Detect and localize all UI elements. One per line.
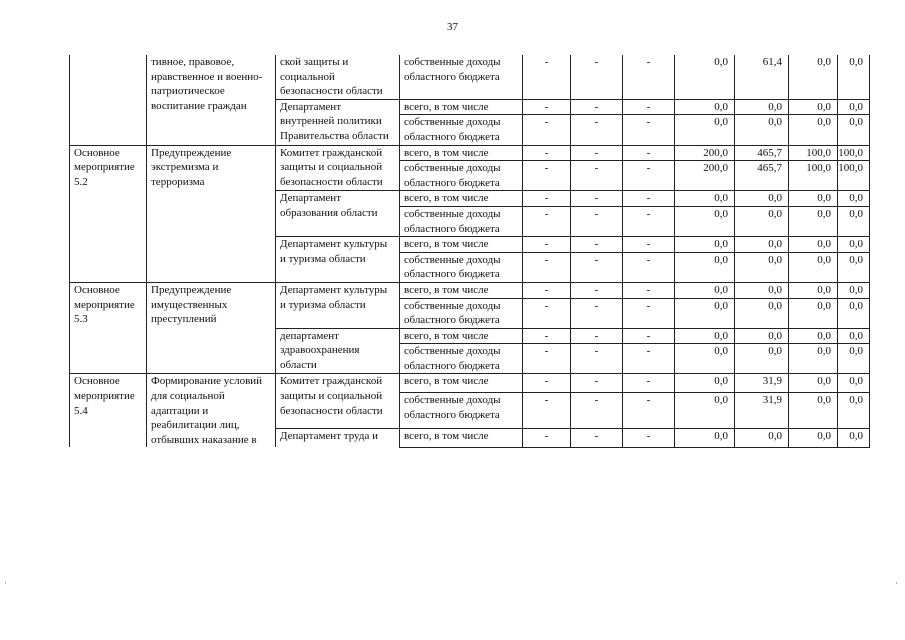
amount-cell: - <box>523 206 571 236</box>
amount-cell: - <box>623 99 675 115</box>
funding-source-cell: всего, в том числе <box>400 374 523 393</box>
amount-cell: - <box>623 252 675 282</box>
amount-cell: 31,9 <box>735 374 789 393</box>
amount-cell: - <box>523 429 571 448</box>
measure-name-cell: Предупреждение имущественных преступлений <box>147 282 276 374</box>
amount-cell: 0,0 <box>838 374 870 393</box>
funding-source-cell: собственные доходы областного бюджета <box>400 252 523 282</box>
amount-cell: - <box>523 282 571 298</box>
table-row <box>70 55 870 99</box>
budget-table <box>69 55 870 448</box>
page-number: 37 <box>447 21 458 33</box>
amount-cell: 100,0 <box>789 145 838 161</box>
amount-cell: - <box>623 374 675 393</box>
amount-cell: 0,0 <box>675 206 735 236</box>
amount-cell: - <box>571 429 623 448</box>
amount-cell: 0,0 <box>838 298 870 328</box>
amount-cell: - <box>523 191 571 207</box>
amount-cell: 0,0 <box>838 328 870 344</box>
amount-cell: 0,0 <box>838 344 870 374</box>
amount-cell: 0,0 <box>735 344 789 374</box>
amount-cell: - <box>623 328 675 344</box>
amount-cell: 200,0 <box>675 145 735 161</box>
amount-cell: - <box>623 55 675 99</box>
amount-cell: 100,0 <box>838 161 870 191</box>
amount-cell: - <box>523 344 571 374</box>
amount-cell: 0,0 <box>789 206 838 236</box>
amount-cell: 0,0 <box>838 55 870 99</box>
amount-cell: - <box>571 206 623 236</box>
amount-cell: - <box>571 99 623 115</box>
amount-cell: - <box>571 344 623 374</box>
amount-cell: - <box>571 282 623 298</box>
amount-cell: 0,0 <box>838 282 870 298</box>
department-cell: Департамент труда и <box>276 429 400 448</box>
funding-source-cell: собственные доходы областного бюджета <box>400 344 523 374</box>
amount-cell: - <box>571 298 623 328</box>
amount-cell: 0,0 <box>675 374 735 393</box>
amount-cell: 0,0 <box>838 429 870 448</box>
measure-cell: Основное мероприятие 5.4 <box>70 374 147 447</box>
amount-cell: 0,0 <box>789 115 838 145</box>
amount-cell: - <box>523 252 571 282</box>
amount-cell: - <box>623 282 675 298</box>
scan-mark-left: · <box>4 578 7 588</box>
amount-cell: 0,0 <box>675 191 735 207</box>
amount-cell: 0,0 <box>675 252 735 282</box>
amount-cell: 200,0 <box>675 161 735 191</box>
amount-cell: 465,7 <box>735 145 789 161</box>
amount-cell: 0,0 <box>838 206 870 236</box>
amount-cell: 0,0 <box>789 55 838 99</box>
amount-cell: 0,0 <box>675 298 735 328</box>
amount-cell: 0,0 <box>675 55 735 99</box>
amount-cell: 100,0 <box>838 145 870 161</box>
department-cell: Департамент культуры и туризма области <box>276 237 400 283</box>
amount-cell: - <box>623 206 675 236</box>
amount-cell: 0,0 <box>675 282 735 298</box>
amount-cell: 0,0 <box>675 115 735 145</box>
department-cell: Комитет гражданской защиты и социальной безопасности области <box>276 145 400 191</box>
measure-name-cell: Предупреждение экстремизма и терроризма <box>147 145 276 282</box>
amount-cell: 31,9 <box>735 393 789 429</box>
amount-cell: - <box>523 145 571 161</box>
amount-cell: - <box>523 55 571 99</box>
amount-cell: 0,0 <box>789 374 838 393</box>
department-cell: Департамент образования области <box>276 191 400 237</box>
amount-cell: - <box>623 298 675 328</box>
amount-cell: 0,0 <box>789 429 838 448</box>
amount-cell: 0,0 <box>838 191 870 207</box>
amount-cell: 0,0 <box>789 393 838 429</box>
amount-cell: 0,0 <box>789 298 838 328</box>
amount-cell: 0,0 <box>675 429 735 448</box>
measure-name-cell: тивное, правовое, нравственное и военно-патриотическое воспитание граждан <box>147 55 276 145</box>
amount-cell: 0,0 <box>735 206 789 236</box>
amount-cell: - <box>623 115 675 145</box>
amount-cell: 0,0 <box>735 282 789 298</box>
department-cell: Департамент внутренней политики Правительства области <box>276 99 400 145</box>
amount-cell: 0,0 <box>789 252 838 282</box>
amount-cell: 0,0 <box>735 191 789 207</box>
amount-cell: - <box>571 55 623 99</box>
amount-cell: 0,0 <box>789 191 838 207</box>
table-row <box>70 282 870 298</box>
amount-cell: - <box>571 374 623 393</box>
amount-cell: 61,4 <box>735 55 789 99</box>
amount-cell: 0,0 <box>838 237 870 253</box>
measure-cell: Основное мероприятие 5.3 <box>70 282 147 374</box>
amount-cell: - <box>523 298 571 328</box>
funding-source-cell: собственные доходы областного бюджета <box>400 206 523 236</box>
amount-cell: 0,0 <box>735 237 789 253</box>
amount-cell: 0,0 <box>838 115 870 145</box>
funding-source-cell: всего, в том числе <box>400 145 523 161</box>
amount-cell: - <box>523 161 571 191</box>
amount-cell: - <box>523 328 571 344</box>
table-row <box>70 145 870 161</box>
table-row <box>70 374 870 393</box>
amount-cell: 0,0 <box>789 328 838 344</box>
amount-cell: 465,7 <box>735 161 789 191</box>
amount-cell: 0,0 <box>838 99 870 115</box>
amount-cell: - <box>523 99 571 115</box>
funding-source-cell: всего, в том числе <box>400 282 523 298</box>
amount-cell: 0,0 <box>789 344 838 374</box>
amount-cell: - <box>523 115 571 145</box>
department-cell: ской защиты и социальной безопасности области <box>276 55 400 99</box>
amount-cell: - <box>571 115 623 145</box>
funding-source-cell: всего, в том числе <box>400 237 523 253</box>
amount-cell: - <box>571 252 623 282</box>
funding-source-cell: всего, в том числе <box>400 429 523 448</box>
funding-source-cell: собственные доходы областного бюджета <box>400 393 523 429</box>
amount-cell: - <box>571 237 623 253</box>
funding-source-cell: всего, в том числе <box>400 328 523 344</box>
amount-cell: - <box>571 328 623 344</box>
funding-source-cell: собственные доходы областного бюджета <box>400 115 523 145</box>
amount-cell: 0,0 <box>838 252 870 282</box>
funding-source-cell: собственные доходы областного бюджета <box>400 55 523 99</box>
amount-cell: 0,0 <box>675 393 735 429</box>
amount-cell: - <box>571 393 623 429</box>
amount-cell: 0,0 <box>735 252 789 282</box>
amount-cell: 0,0 <box>838 393 870 429</box>
amount-cell: 0,0 <box>735 328 789 344</box>
amount-cell: - <box>623 145 675 161</box>
funding-source-cell: собственные доходы областного бюджета <box>400 161 523 191</box>
amount-cell: - <box>623 344 675 374</box>
department-cell: департамент здравоохранения области <box>276 328 400 374</box>
measure-cell: Основное мероприятие 5.2 <box>70 145 147 282</box>
amount-cell: 100,0 <box>789 161 838 191</box>
amount-cell: 0,0 <box>675 237 735 253</box>
amount-cell: - <box>623 237 675 253</box>
funding-source-cell: всего, в том числе <box>400 191 523 207</box>
amount-cell: 0,0 <box>675 99 735 115</box>
amount-cell: - <box>623 393 675 429</box>
scan-mark-right: · <box>895 578 898 588</box>
amount-cell: - <box>571 161 623 191</box>
amount-cell: - <box>623 161 675 191</box>
amount-cell: 0,0 <box>735 99 789 115</box>
amount-cell: - <box>623 191 675 207</box>
amount-cell: - <box>571 145 623 161</box>
amount-cell: 0,0 <box>789 99 838 115</box>
amount-cell: 0,0 <box>675 344 735 374</box>
amount-cell: - <box>623 429 675 448</box>
amount-cell: 0,0 <box>789 282 838 298</box>
amount-cell: 0,0 <box>789 237 838 253</box>
amount-cell: - <box>571 191 623 207</box>
amount-cell: - <box>523 393 571 429</box>
amount-cell: - <box>523 237 571 253</box>
amount-cell: - <box>523 374 571 393</box>
department-cell: Департамент культуры и туризма области <box>276 282 400 328</box>
funding-source-cell: собственные доходы областного бюджета <box>400 298 523 328</box>
measure-cell <box>70 55 147 145</box>
amount-cell: 0,0 <box>735 115 789 145</box>
department-cell: Комитет гражданской защиты и социальной безопасности области <box>276 374 400 429</box>
measure-name-cell: Формирование условий для социальной адаптации и реабилитации лиц, отбывших наказание в <box>147 374 276 447</box>
funding-source-cell: всего, в том числе <box>400 99 523 115</box>
amount-cell: 0,0 <box>735 298 789 328</box>
amount-cell: 0,0 <box>735 429 789 448</box>
amount-cell: 0,0 <box>675 328 735 344</box>
